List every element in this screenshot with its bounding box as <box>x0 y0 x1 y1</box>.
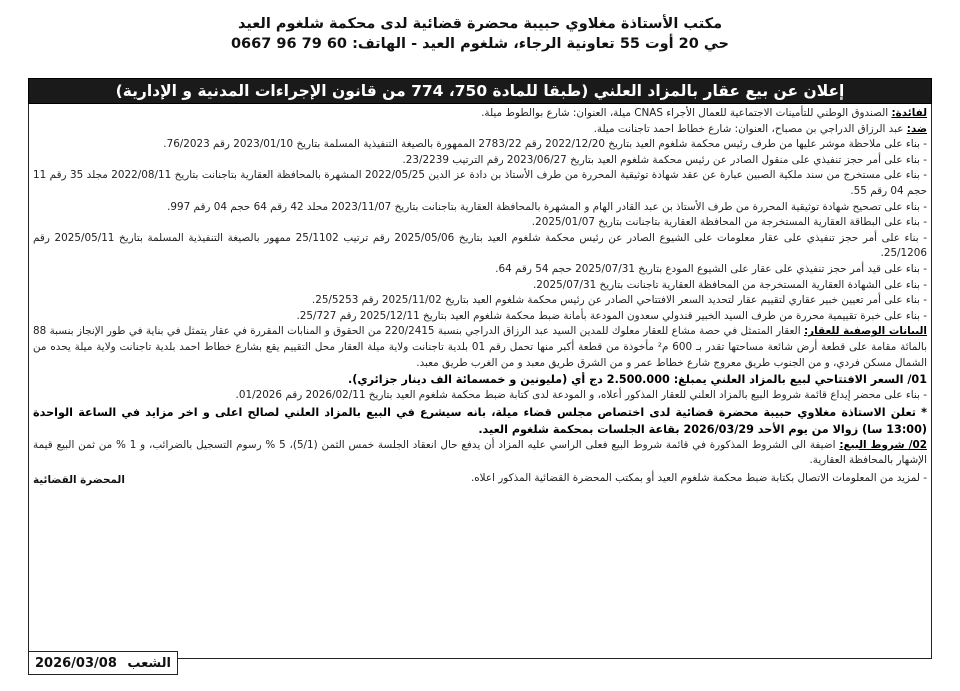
legal-notice-page <box>8 8 952 675</box>
debtor-label: ضد: <box>906 122 927 135</box>
basis-item: - بناء على أمر حجز تنفيذي على منقول الصادر عن رئيس محكمة شلغوم العيد بتاريخ 2023/06/27 رقم الترتيب 23/2239. <box>402 153 927 166</box>
property-description-label: البيانات الوصفية للعقار: <box>803 325 927 338</box>
publication-date: 2026/03/08 <box>35 655 117 671</box>
notice-body <box>28 104 932 659</box>
opening-price: 01/ السعر الافتتاحي لبيع بالمزاد العلني يمبلغ: 2.500.000 دج أي (مليونين و خمسمائة الف دينار جزائري). <box>347 373 927 387</box>
creditor-text: الصندوق الوطني للتأمينات الاجتماعية للعمال الأجراء CNAS ميلة، العنوان: شارع بوالطوط ميلة. <box>481 107 889 119</box>
deposit-note: - بناء على محضر إيداع قائمة شروط البيع بالمزاد العلني للعقار المذكور أعلاه، و المودعة لدى كتابة ضبط محكمة شلغوم العيد بتاريخ 2026/02/11 رقم 01/2026. <box>235 389 927 402</box>
sale-conditions <box>33 438 927 469</box>
info-and-signature <box>33 471 927 487</box>
basis-item: - بناء على الشهادة العقارية المستخرجة من المحافظة العقارية تاجنانت بتاريخ 2025/07/31. <box>532 278 927 291</box>
basis-item: - بناء على مستخرج من سند ملكية الصبين عبارة عن عقد شهادة توثيقية المحررة من طرف الأستاذ بن دادة عز الدين 2022/05/25 المشهرة بالمحافظة العقارية بتاجنانت بتاريخ 2022/08/11 مجلد 35 رقم 11 حجم 04 رقم 55. <box>33 169 928 197</box>
notice-title: إعلان عن بيع عقار بالمزاد العلني (طبقا للمادة 750، 774 من قانون الإجراءات المدنية و الإدارية) <box>28 78 932 104</box>
office-address <box>8 34 952 54</box>
sale-conditions-label: 02/ شروط البيع: <box>839 438 927 451</box>
office-header <box>8 8 952 76</box>
sale-conditions-text: اضيفة الى الشروط المذكورة في قائمة شروط البيع فعلى الراسي عليه المزاد أن يدفع حال انعقاد الجلسة خمس الثمن (5/1)، 5 % رسوم التسجيل بالضرائب، و 1 % من ثمن البيع قيمة الإشهار بالمحافظة العقارية. <box>33 438 927 467</box>
basis-item: - بناء على البطاقة العقارية المستخرجة من المحافظة العقارية بتاجنانت بتاريخ 2025/01/07. <box>531 216 927 229</box>
debtor-text: عبد الرزاق الدراجي بن مصباح، العنوان: شارع خطاط احمد تاجنانت ميلة. <box>593 122 904 135</box>
bailiff-signature: المحضرة القضائية <box>33 474 125 487</box>
debtor-line <box>33 122 927 138</box>
office-phone: 0667 96 79 60 <box>230 36 348 52</box>
office-name: مكتب الأستاذة مغلاوي حبيبة محضرة قضائية لدى محكمة شلغوم العيد <box>237 16 723 32</box>
auction-announcement: * تعلن الاستاذة مغلاوي حبيبة محضرة قضائية لدى اختصاص مجلس قضاء ميلة، بانه سيشرع في البيع بالمزاد العلني لصالح اعلى و اخر مزايد في الساعة الواحدة (13:00 سا) زوالا من يوم الأحد 2026/03/29 بقاعة الجلسات بمحكمة شلغوم العيد. <box>33 405 927 436</box>
office-address-label: حي 20 أوت 55 تعاونية الرجاء، شلغوم العيد - الهاتف: <box>352 36 730 52</box>
contact-info: - لمزيد من المعلومات الاتصال بكتابة ضبط محكمة شلغوم العيد أو بمكتب المحضرة القضائية المذكور اعلاه. <box>470 471 927 484</box>
property-description-text: العقار المتمثل في حصة مشاع للعقار معلوك للمدين السيد عبد الرزاق الدراجي بنسبة 220/2415 من الحقوق و المنابات المقررة في عقار يتمثل في بناية في طور الإنجاز بنسبة 88 بالمائة مقامة على قطعة أرض شائعة مساحتها تقدر بـ 600 م² مأخوذة من قطعة أكبر منها تحمل رقم 01 بلدية تاجنانت ولاية ميلة العقار محل التقييم يقع بشارع خطاط احمد بلدية تاجنانت ولاية ميلة يحده من الشمال مسكن فردي، و من الجنوب طريق معروج شارع خطاط عمر و من الشرق طريق معبد و من الغرب طريق معبد. <box>33 325 927 369</box>
basis-item: - بناء على أمر تعيين خبير عقاري لتقييم عقار لتحديد السعر الافتتاحي الصادر عن رئيس محكمة شلغوم العيد بتاريخ 2025/11/02 رقم 25/5253. <box>311 294 927 307</box>
basis-item: - بناء على ملاحظة موشر عليها من طرف رئيس محكمة شلغوم العيد بتاريخ 2022/12/20 رقم 2783/22 الممهورة بالصيغة التنفيذية المسلمة بتاريخ 2023/01/10 رقم 76/2023. <box>163 138 927 151</box>
creditor-line <box>33 106 927 122</box>
basis-item: - بناء على أمر حجز تنفيذي على عقار معلومات على الشيوع الصادر عن رئيس محكمة شلغوم العيد بتاريخ 2025/05/06 رقم ترتيب 25/1102 ممهور بالصيغة التنفيذية المسلمة بتاريخ 2025/05/11 رقم 25/1206. <box>33 231 928 260</box>
basis-item: - بناء على خبرة تقييمية محررة من طرف السيد الخبير قندولي سعدون المودعة بأمانة ضبط محكمة شلغوم العيد بتاريخ 2025/12/11 رقم 25/727. <box>296 309 927 322</box>
basis-item: - بناء على تصحيح شهادة توثيقية المحررة من طرف الأستاذ بن عبد القادر الهام و المشهرة بالمحافظة العقارية بتاجنانت بتاريخ 2023/11/07 محلد 42 رقم 64 حجم 04 رقم 997. <box>167 200 927 213</box>
property-description <box>33 324 927 371</box>
publication-footer <box>28 651 178 675</box>
basis-item: - بناء على قيد أمر حجز تنفيذي على عقار على الشيوع المودع بتاريخ 2025/07/31 حجم 54 رقم 64. <box>495 262 927 275</box>
newspaper-name: الشعب <box>127 655 171 671</box>
creditor-label: لفائدة: <box>891 107 927 119</box>
